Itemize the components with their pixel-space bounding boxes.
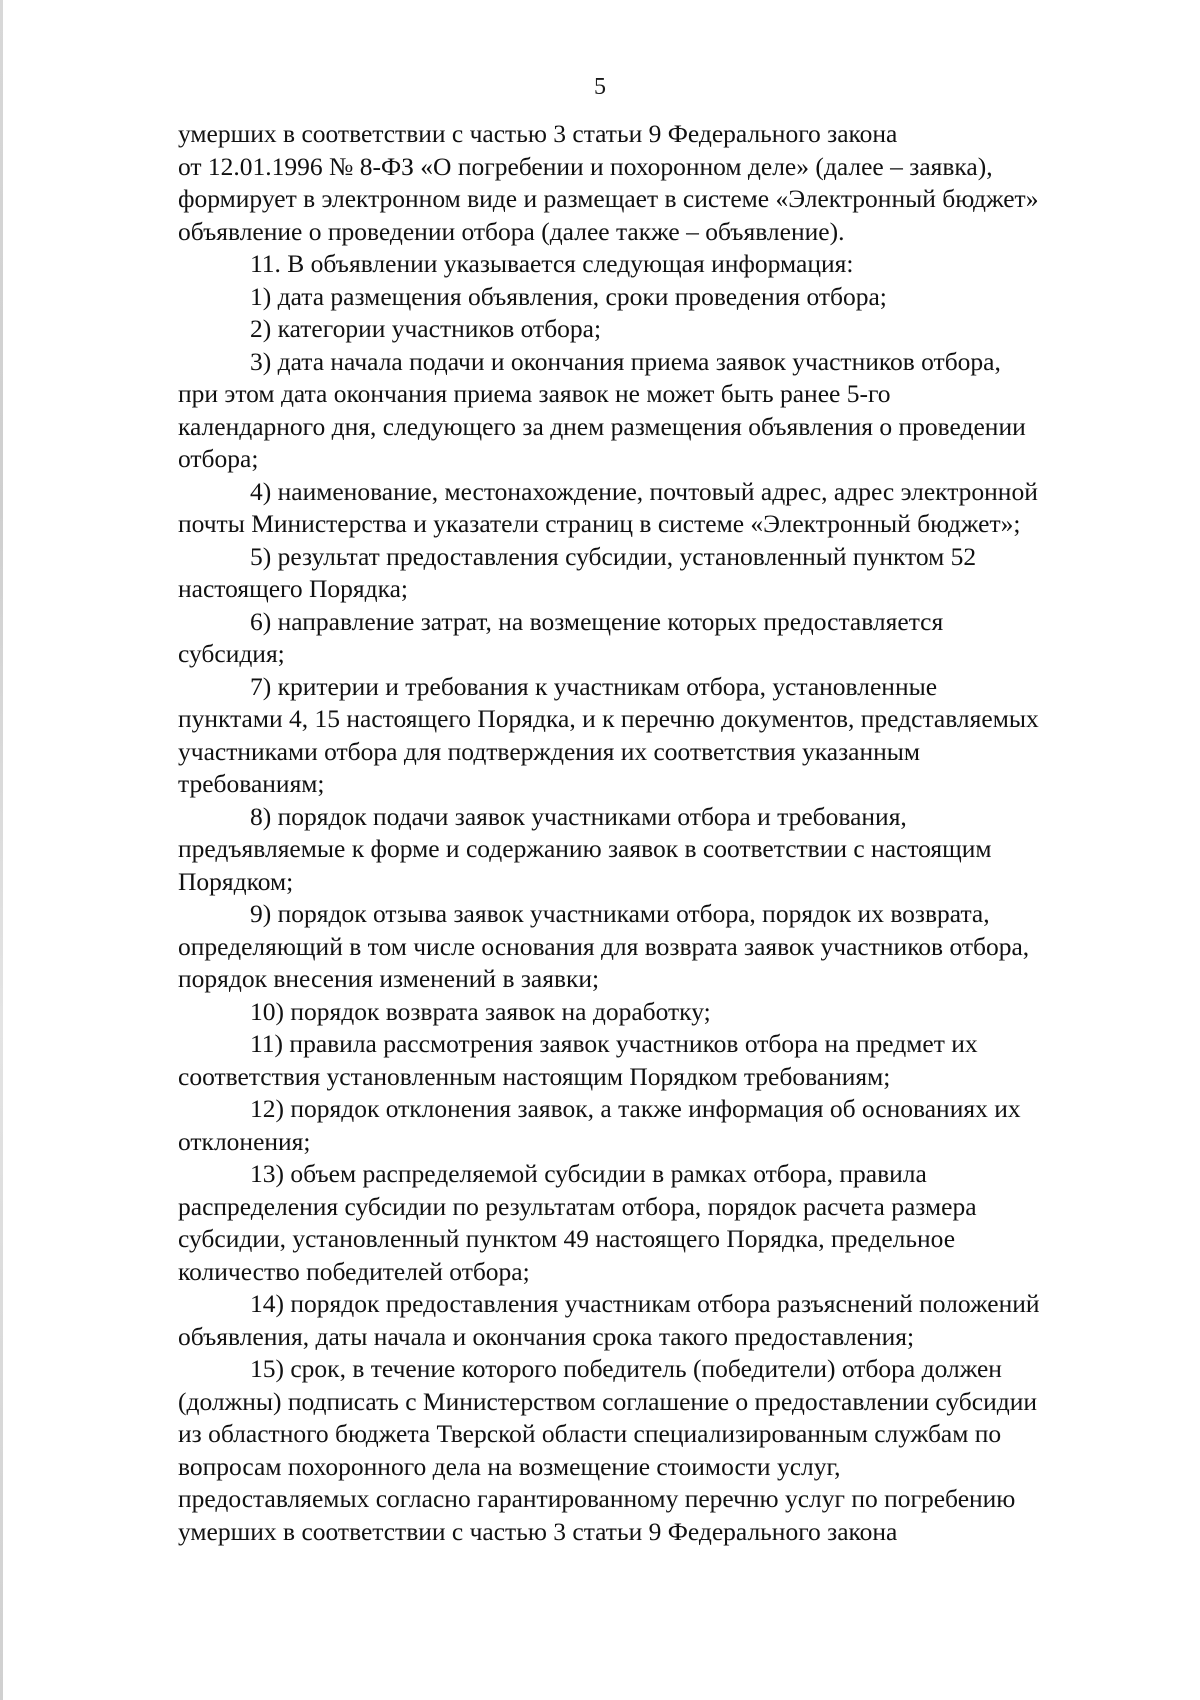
list-item-5: 5) результат предоставления субсидии, установленный пунктом 52 настоящего Порядка; bbox=[178, 541, 977, 603]
paragraph-continuation: умерших в соответствии с частью 3 статьи 9 Федерального закона от 12.01.1996 № 8-ФЗ «О погребении и похоронном деле» (далее – заявка), формирует в электронном виде и размещает в системе «Электронный бюджет» объявление о проведении отбора (далее также – объявление). bbox=[178, 119, 1039, 246]
list-item-4: 4) наименование, местонахождение, почтовый адрес, адрес электронной почты Министерства и указатели страниц в системе «Электронный бюджет»; bbox=[178, 476, 1038, 538]
scan-edge-decoration bbox=[0, 0, 3, 1700]
page-number: 5 bbox=[594, 74, 606, 100]
list-item-10: 10) порядок возврата заявок на доработку; bbox=[250, 996, 711, 1026]
list-item-11: 11) правила рассмотрения заявок участников отбора на предмет их соответствия установленным настоящим Порядком требованиям; bbox=[178, 1029, 978, 1091]
body-text bbox=[178, 118, 1128, 1548]
list-item-9: 9) порядок отзыва заявок участниками отбора, порядок их возврата, определяющий в том числе основания для возврата заявок участников отбора, порядок внесения изменений в заявки; bbox=[178, 899, 1030, 993]
list-item-13: 13) объем распределяемой субсидии в рамках отбора, правила распределения субсидии по результатам отбора, порядок расчета размера субсидии, установленный пунктом 49 настоящего Порядка, предельное количество победителей отбора; bbox=[178, 1159, 977, 1286]
list-item-14: 14) порядок предоставления участникам отбора разъяснений положений объявления, даты начала и окончания срока такого предоставления; bbox=[178, 1289, 1040, 1351]
list-item-7: 7) критерии и требования к участникам отбора, установленные пунктами 4, 15 настоящего Порядка, и к перечню документов, представляемых участниками отбора для подтверждения их соответствия указанным требованиям; bbox=[178, 671, 1039, 798]
list-item-2: 2) категории участников отбора; bbox=[250, 314, 602, 343]
list-item-3: 3) дата начала подачи и окончания приема заявок участников отбора, при этом дата окончания приема заявок не может быть ранее 5-го календарного дня, следующего за днем размещения объявления о проведении отбора; bbox=[178, 346, 1026, 473]
list-item-6: 6) направление затрат, на возмещение которых предоставляется субсидия; bbox=[178, 606, 944, 668]
list-item-12: 12) порядок отклонения заявок, а также информация об основаниях их отклонения; bbox=[178, 1094, 1021, 1156]
list-item-8: 8) порядок подачи заявок участниками отбора и требования, предъявляемые к форме и содержанию заявок в соответствии с настоящим Порядком; bbox=[178, 801, 992, 896]
list-item-15: 15) срок, в течение которого победитель (победители) отбора должен (должны) подписать с Министерством соглашение о предоставлении субсидии из областного бюджета Тверской области специализированным службам по вопросам похоронного дела на возмещение стоимости услуг, предоставляемых согласно гарантированному перечню услуг по погребению умерших в соответствии с частью 3 статьи 9 Федерального закона bbox=[178, 1354, 1038, 1546]
paragraph-item-11-heading: 11. В объявлении указывается следующая информация: bbox=[250, 249, 854, 278]
list-item-1: 1) дата размещения объявления, сроки проведения отбора; bbox=[250, 281, 887, 311]
